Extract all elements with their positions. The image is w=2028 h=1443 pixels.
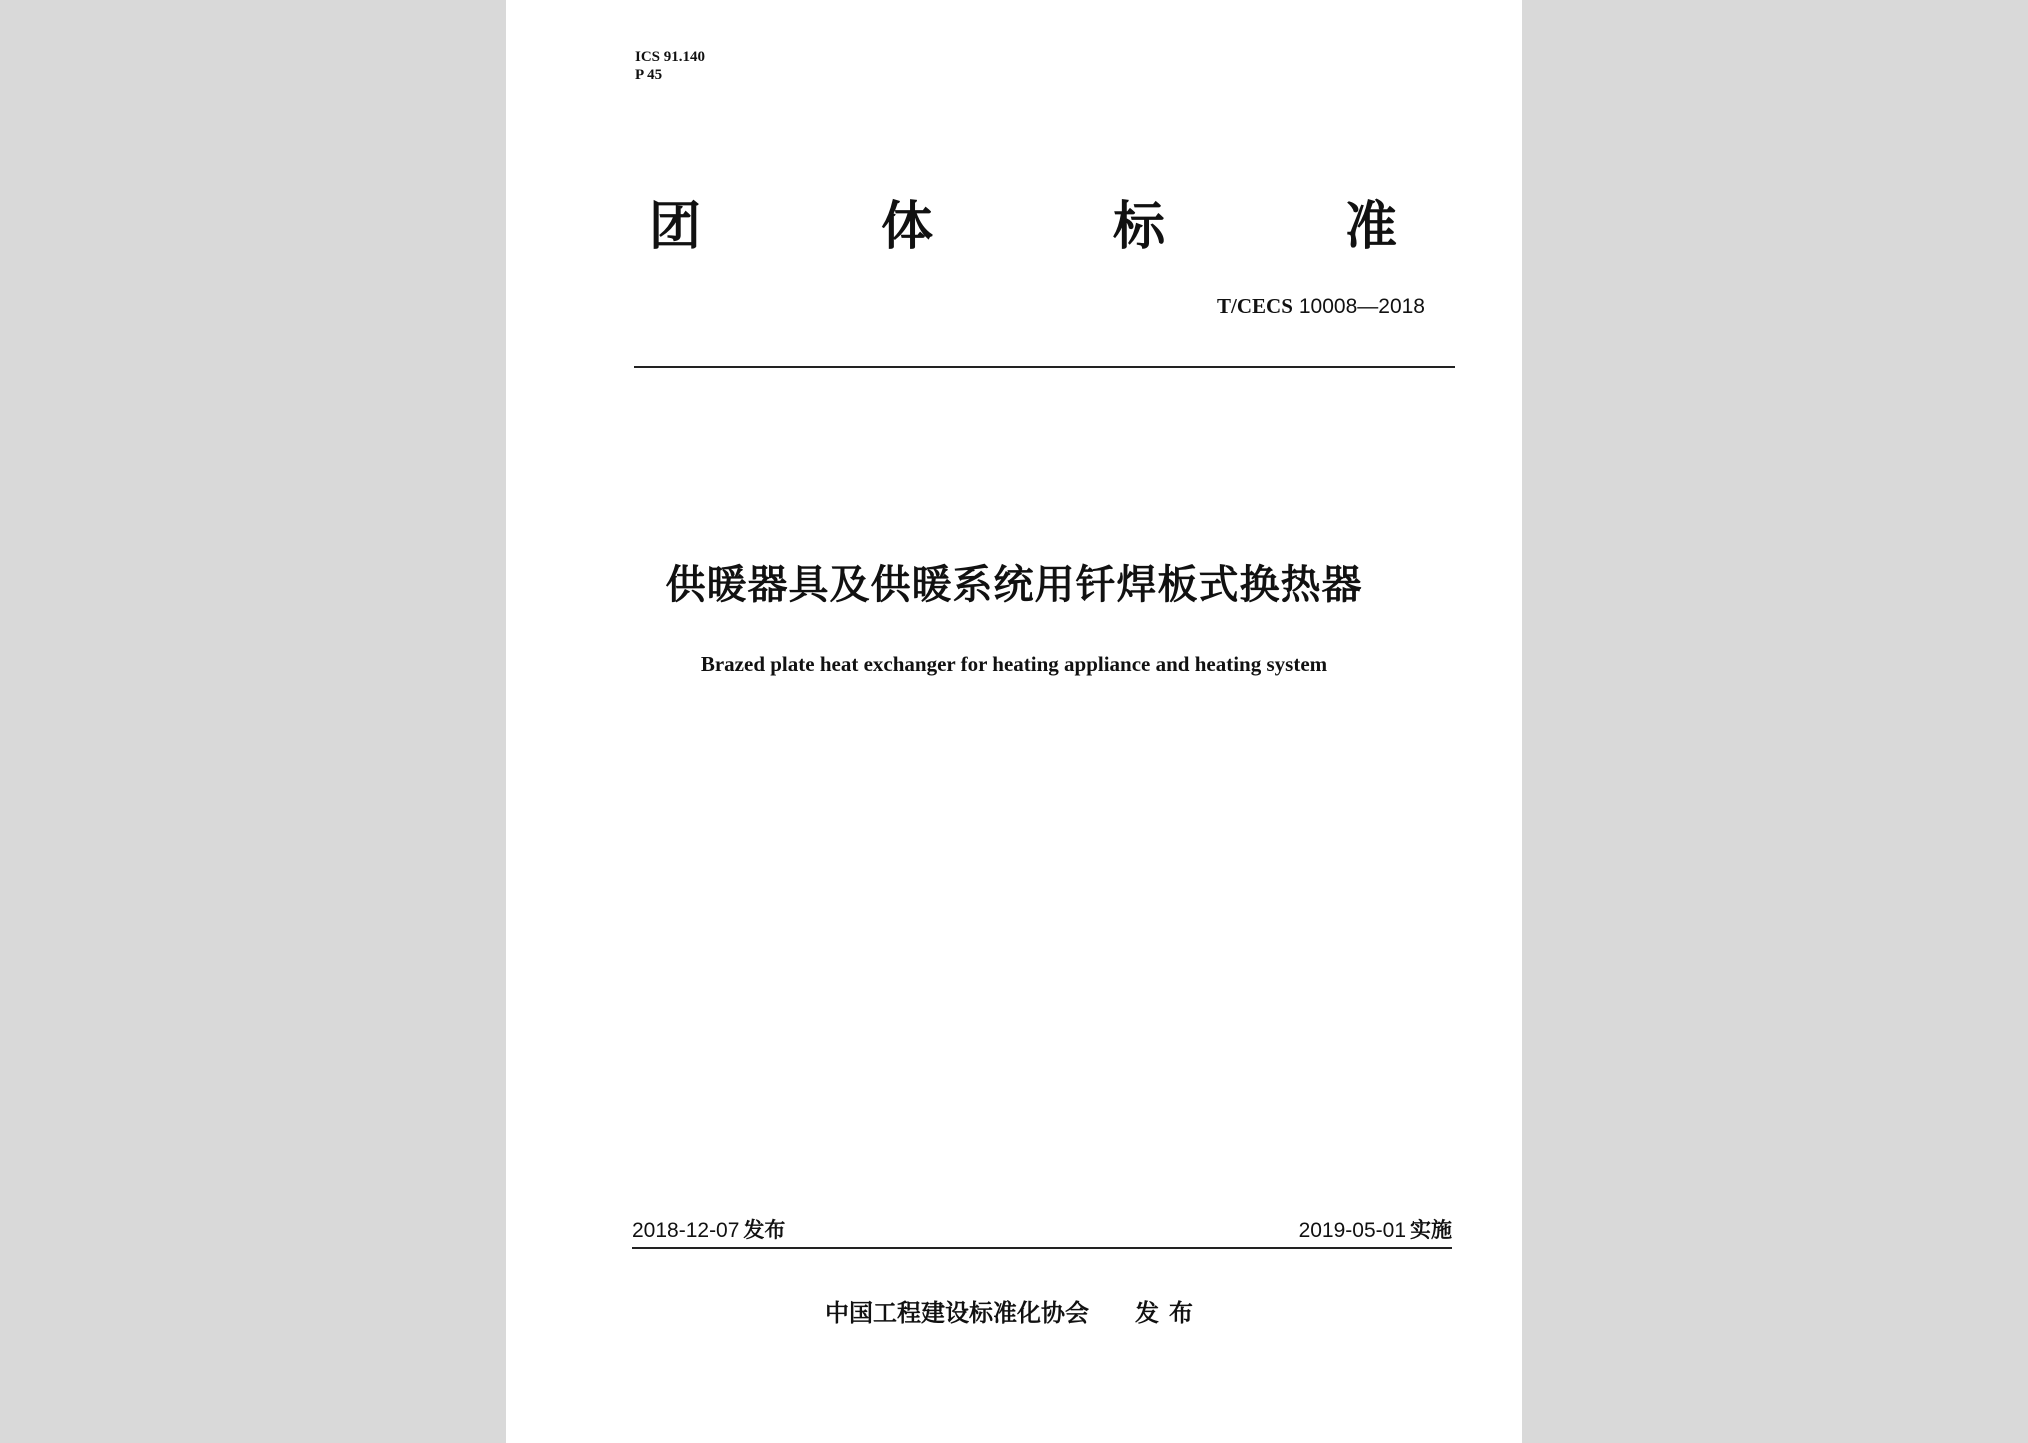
standard-number-prefix: T/CECS [1217,294,1293,318]
standard-number-value: 10008—2018 [1298,295,1425,318]
publisher-action: 发布 [1135,1299,1203,1327]
ics-code: ICS 91.140 [635,49,706,65]
classification-codes [635,48,705,84]
issue-date-group [632,1215,785,1246]
issue-label: 发布 [743,1218,786,1242]
standard-type-heading [649,192,1397,262]
standard-type-char: 体 [880,197,933,257]
ccs-code: P 45 [635,67,663,83]
header-divider [634,366,1455,368]
footer-divider [632,1247,1452,1249]
standard-type-char: 标 [1112,197,1165,257]
publisher-line [506,1297,1522,1329]
publisher-name: 中国工程建设标准化协会 [825,1299,1089,1327]
title-chinese: 供暖器具及供暖系统用钎焊板式换热器 [665,562,1363,608]
issue-date: 2018-12-07 [632,1219,740,1242]
implement-date-group [1299,1215,1452,1246]
standard-type-char: 团 [649,197,702,257]
implement-date: 2019-05-01 [1298,1219,1406,1242]
standard-type-char: 准 [1344,197,1397,257]
dates-row [632,1215,1452,1245]
implement-label: 实施 [1410,1218,1452,1242]
title-english: Brazed plate heat exchanger for heating appliance and heating system [700,652,1328,676]
standard-number [1217,294,1425,319]
document-page [506,0,1522,1443]
